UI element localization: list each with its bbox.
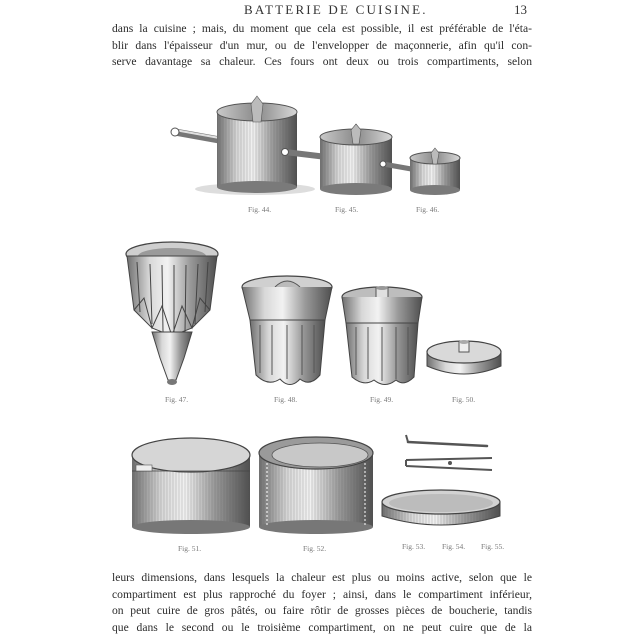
text-line: compartiment est plus rapproché du foyer ; ainsi, dans le compartiment inférieur, bbox=[112, 587, 532, 601]
figure-caption: Fig. 51. bbox=[178, 544, 202, 553]
figure-caption: Fig. 50. bbox=[452, 395, 476, 404]
figure-caption: Fig. 44. bbox=[248, 205, 272, 214]
figure-saucepans bbox=[165, 92, 475, 197]
text-line: serve davantage sa chaleur. Ces fours ont deux ou trois compartiments, selon bbox=[112, 55, 532, 68]
figure-gothic-mould bbox=[122, 240, 222, 390]
figure-caption: Fig. 54. bbox=[442, 542, 466, 551]
figure-lidded-box bbox=[130, 435, 252, 535]
text-line: leurs dimensions, dans lesquels la chaleur est plus ou moins active, selon que le bbox=[112, 571, 532, 584]
figure-caption: Fig. 48. bbox=[274, 395, 298, 404]
running-head-title: BATTERIE DE CUISINE. bbox=[244, 2, 428, 17]
figure-caption: Fig. 55. bbox=[481, 542, 505, 551]
text-line: dans la cuisine ; mais, du moment que cela est possible, il est préférable de l'éta- bbox=[112, 22, 532, 35]
text-line: blir dans l'épaisseur d'un mur, ou de l'envelopper de maçonnerie, afin qu'il con- bbox=[112, 38, 532, 52]
figure-caption: Fig. 46. bbox=[416, 205, 440, 214]
figure-tart-ring bbox=[380, 488, 502, 533]
page-number: 13 bbox=[514, 2, 527, 17]
figure-fluted-mould-lidded bbox=[240, 275, 335, 390]
figure-pin-and-clip bbox=[402, 432, 502, 477]
running-head bbox=[0, 2, 640, 18]
figure-caption: Fig. 47. bbox=[165, 395, 189, 404]
figure-pastry-hoops bbox=[257, 433, 375, 535]
paragraph-top bbox=[112, 21, 532, 71]
figure-caption: Fig. 53. bbox=[402, 542, 426, 551]
figure-caption: Fig. 52. bbox=[303, 544, 327, 553]
figure-caption: Fig. 49. bbox=[370, 395, 394, 404]
text-line: on peut cuire de gros pâtés, ou faire rôtir de grosses pièces de boucherie, tandis bbox=[112, 604, 532, 617]
figure-ring-base bbox=[424, 338, 504, 383]
text-line: que dans le second ou le troisième compartiment, on ne peut cuire que de la bbox=[112, 620, 532, 634]
paragraph-bottom bbox=[112, 570, 532, 636]
figure-caption: Fig. 45. bbox=[335, 205, 359, 214]
figure-ring-mould bbox=[340, 285, 425, 390]
